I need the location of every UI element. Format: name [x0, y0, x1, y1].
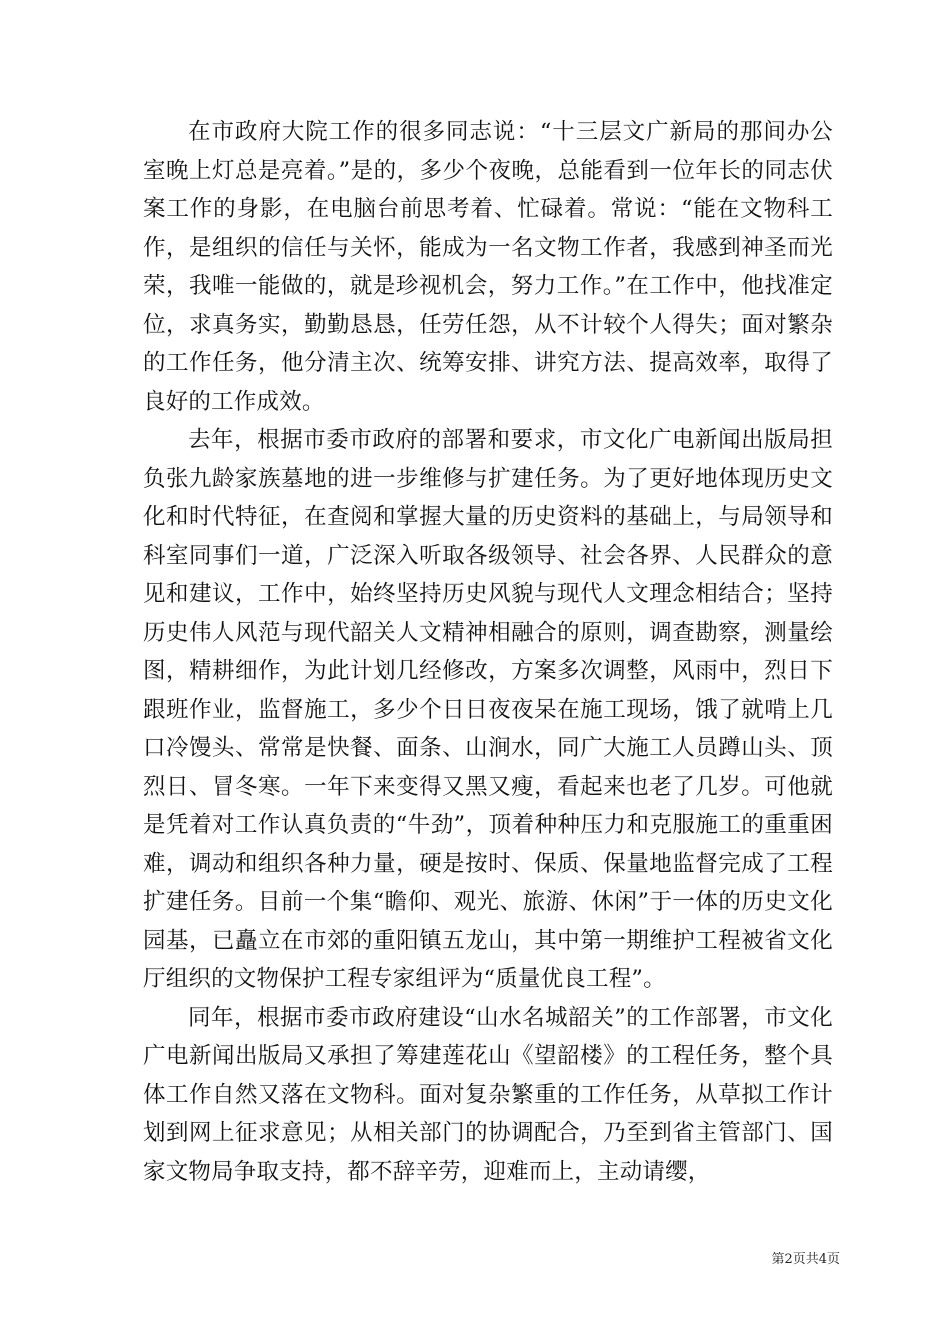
document-body [143, 113, 833, 1191]
page-number-footer: 第2页共4页 [771, 1252, 840, 1267]
paragraph-2: 去年，根据市委市政府的部署和要求，市文化广电新闻出版局担负张九龄家族墓地的进一步维修与扩建任务。为了更好地体现历史文化和时代特征，在查阅和掌握大量的历史资料的基础上，与局领导和科室同事们一道，广泛深入听取各级领导、社会各界、人民群众的意见和建议，工作中，始终坚持历史风貌与现代人文理念相结合；坚持历史伟人风范与现代韶关人文精神相融合的原则，调查勘察，测量绘图，精耕细作，为此计划几经修改，方案多次调整，风雨中，烈日下跟班作业，监督施工，多少个日日夜夜呆在施工现场，饿了就啃上几口冷馒头、常常是快餐、面条、山涧水，同广大施工人员蹲山头、顶烈日、冒冬寒。一年下来变得又黑又瘦，看起来也老了几岁。可他就是凭着对工作认真负责的“牛劲”，顶着种种压力和克服施工的重重困难，调动和组织各种力量，硬是按时、保质、保量地监督完成了工程扩建任务。目前一个集“瞻仰、观光、旅游、休闲”于一体的历史文化园基，已矗立在市郊的重阳镇五龙山，其中第一期维护工程被省文化厅组织的文物保护工程专家组评为“质量优良工程”。 [143, 427, 833, 992]
paragraph-1: 在市政府大院工作的很多同志说：“十三层文广新局的那间办公室晚上灯总是亮着。”是的，多少个夜晚，总能看到一位年长的同志伏案工作的身影，在电脑台前思考着、忙碌着。常说：“能在文物科工作，是组织的信任与关怀，能成为一名文物工作者，我感到神圣而光荣，我唯一能做的，就是珍视机会，努力工作。”在工作中，他找准定位，求真务实，勤勤恳恳，任劳任怨，从不计较个人得失；面对繁杂的工作任务，他分清主次、统筹安排、讲究方法、提高效率，取得了良好的工作成效。 [143, 119, 833, 415]
paragraph-3: 同年，根据市委市政府建设“山水名城韶关”的工作部署，市文化广电新闻出版局又承担了筹建莲花山《望韶楼》的工程任务，整个具体工作自然又落在文物科。面对复杂繁重的工作任务，从草拟工作计划到网上征求意见；从相关部门的协调配合，乃至到省主管部门、国家文物局争取支持，都不辞辛劳，迎难而上，主动请缨， [143, 1004, 833, 1185]
